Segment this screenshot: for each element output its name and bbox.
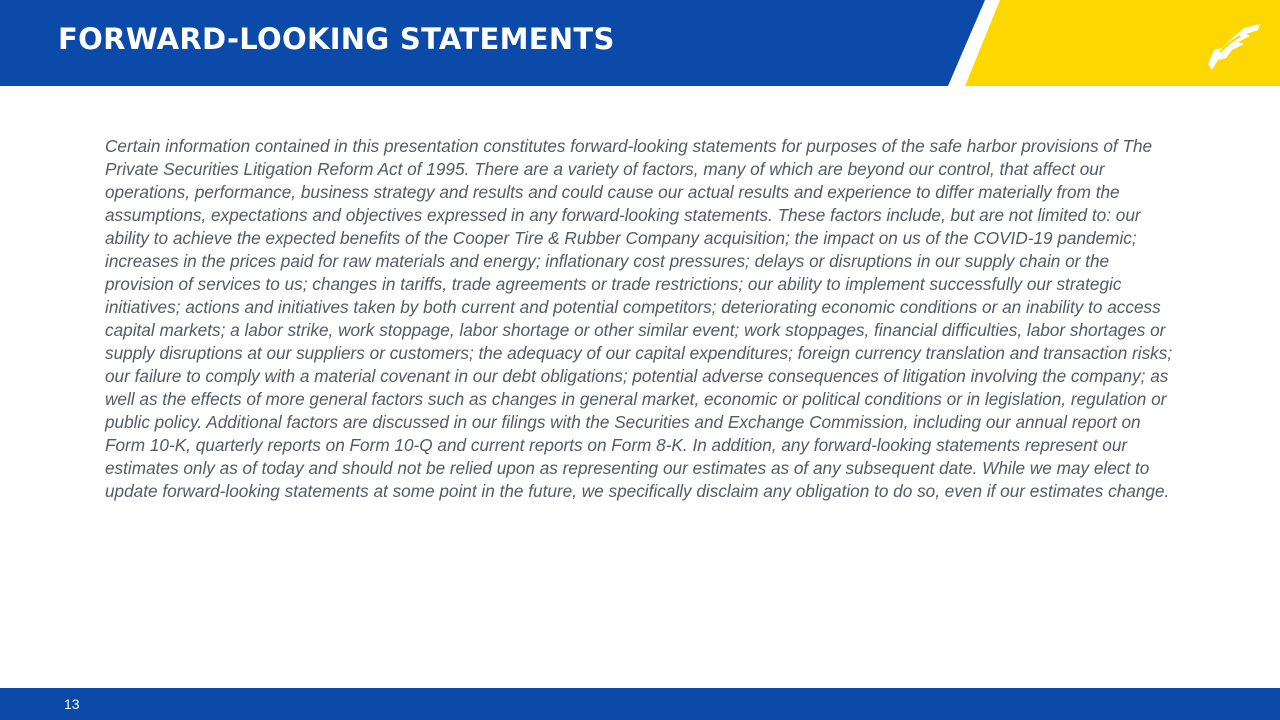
forward-looking-statements-body: Certain information contained in this presentation constitutes forward-looking statements for purposes of the safe harbor provisions of The Private Securities Litigation Reform Act of 1995. There are a variety of factors, many of which are beyond our control, that affect our operations, performance, business strategy and results and could cause our actual results and experience to differ materially from the assumptions, expectations and objectives expressed in any forward-looking statements. These factors include, but are not limited to: our ability to achieve the expected benefits of the Cooper Tire & Rubber Company acquisition; the impact on us of the COVID-19 pandemic; increases in the prices paid for raw materials and energy; inflationary cost pressures; delays or disruptions in our supply chain or the provision of services to us; changes in tariffs, trade agreements or trade restrictions; our ability to implement successfully our strategic initiatives; actions and initiatives taken by both current and potential competitors; deteriorating economic conditions or an inability to access capital markets; a labor strike, work stoppage, labor shortage or other similar event; work stoppages, financial difficulties, labor shortages or supply disruptions at our suppliers or customers; the adequacy of our capital expenditures; foreign currency translation and transaction risks; our failure to comply with a material covenant in our debt obligations; potential adverse consequences of litigation involving the company; as well as the effects of more general factors such as changes in general market, economic or political conditions or in legislation, regulation or public policy. Additional factors are discussed in our filings with the Securities and Exchange Commission, including our annual report on Form 10-K, quarterly reports on Form 10-Q and current reports on Form 8-K. In addition, any forward-looking statements represent our estimates only as of today and should not be relied upon as representing our estimates as of any subsequent date. While we may elect to update forward-looking statements at some point in the future, we specifically disclaim any obligation to do so, even if our estimates change. (105, 136, 1173, 501)
footer-bar (0, 688, 1280, 720)
wingfoot-logo-icon (1200, 20, 1266, 72)
page-title: FORWARD-LOOKING STATEMENTS (58, 22, 615, 56)
page-number: 13 (64, 696, 80, 712)
